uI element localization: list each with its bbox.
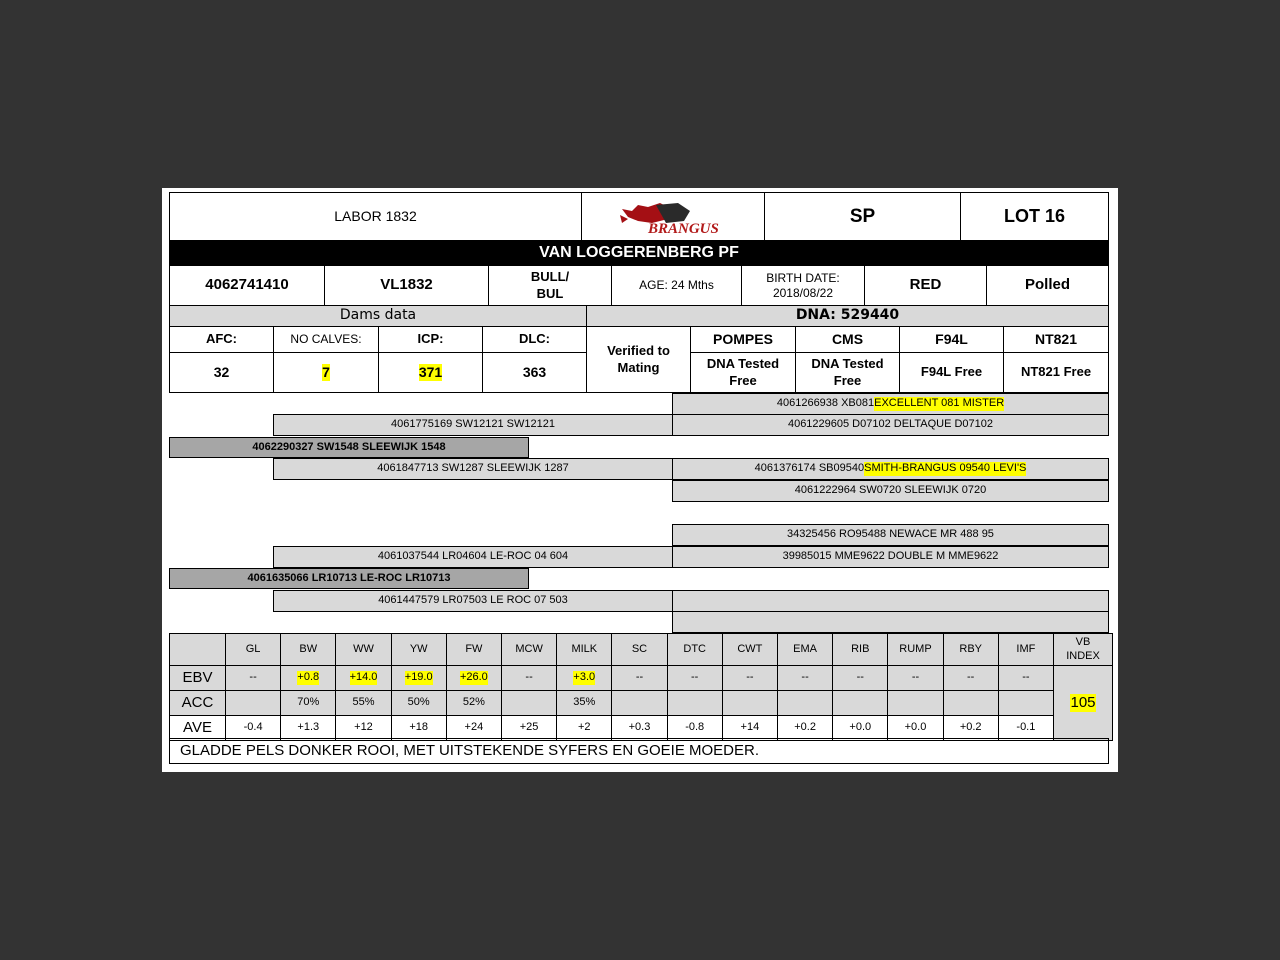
ebv-cell [887,690,943,716]
ebv-value: 70% [297,696,320,709]
pedigree-sire: 4062290327 SW1548 SLEEWIJK 1548 [169,437,529,458]
ebv-cell [280,665,336,691]
ebv-row-label-ebv: EBV [169,665,226,691]
ebv-value: +0.0 [904,721,927,734]
ebv-row-label-ave: AVE [169,715,226,741]
ebv-col-milk: MILK [556,633,612,666]
ebv-cell [446,665,502,691]
ebv-value: -- [746,671,754,684]
ebv-col-bw: BW [280,633,336,666]
dams-data-title: Dams data [169,305,587,327]
vb-index-value [1053,665,1113,741]
ebv-cell [667,690,723,716]
ebv-cell [722,690,778,716]
vb-index-label: VB INDEX [1053,633,1113,666]
ebv-col-yw: YW [391,633,447,666]
animal-type: SP [764,192,961,241]
ebv-cell [391,690,447,716]
ebv-value: -0.1 [1016,721,1036,734]
ebv-cell [391,665,447,691]
ebv-cell [667,665,723,691]
birth-date: BIRTH DATE: 2018/08/22 [741,265,865,306]
animal-name: LABOR 1832 [169,192,582,241]
ebv-value: -0.8 [685,721,705,734]
ebv-col-gl: GL [225,633,281,666]
ebv-cell [943,690,999,716]
ebv-value: +2 [578,721,591,734]
dlc-label: DLC: [482,326,587,353]
ebv-value: 52% [462,696,485,709]
ebv-value: -- [691,671,699,684]
ebv-cell [225,690,281,716]
ebv-cell [998,690,1054,716]
test-f94l-value: F94L Free [899,352,1004,393]
ebv-cell [832,665,888,691]
ebv-cell [611,665,667,691]
ebv-value: +0.8 [297,671,320,684]
icp-value: 371 [378,352,483,393]
lot-number: LOT 16 [960,192,1109,241]
ebv-cell [225,665,281,691]
pedigree-dam: 4061635066 LR10713 LE-ROC LR10713 [169,568,529,589]
ebv-value: +19.0 [404,671,433,684]
pedigree-dam-dam: 4061447579 LR07503 LE ROC 07 503 [273,590,673,612]
ebv-cell [998,665,1054,691]
horn-status: Polled [986,265,1109,306]
dlc-value: 363 [482,352,587,393]
pedigree-dam-sire: 4061037544 LR04604 LE-ROC 04 604 [273,546,673,568]
ebv-value: +14 [740,721,760,734]
verified-to-mating: Verified to Mating [586,326,691,393]
ebv-row-label-acc: ACC [169,690,226,716]
test-nt821-value: NT821 Free [1003,352,1109,393]
ebv-value: -0.4 [243,721,263,734]
test-cms-label: CMS [795,326,900,353]
brangus-bull-logo-icon [608,195,738,239]
ebv-cell [556,665,612,691]
dna-number: DNA: 529440 [586,305,1109,327]
ebv-cell [777,690,833,716]
ebv-cell [335,690,391,716]
pedigree-sire-sire: 4061775169 SW12121 SW12121 [273,414,673,436]
test-pompes-label: POMPES [690,326,796,353]
pedigree-sd-sire: 4061376174 SB09540 SMITH-BRANGUS 09540 LEVI'S [672,458,1109,480]
ebv-cell [280,690,336,716]
ebv-cell [777,665,833,691]
ebv-col-rump: RUMP [887,633,943,666]
ebv-col-rib: RIB [832,633,888,666]
ebv-col-ema: EMA [777,633,833,666]
ebv-value: +0.0 [849,721,872,734]
afc-value: 32 [169,352,274,393]
ebv-col-mcw: MCW [501,633,557,666]
ebv-value: -- [967,671,975,684]
ebv-value: -- [856,671,864,684]
icp-label: ICP: [378,326,483,353]
ebv-cell [611,690,667,716]
ebv-value: +25 [519,721,539,734]
svg-text:BRANGUS: BRANGUS [648,220,719,237]
ebv-cell [832,690,888,716]
ebv-col-rby: RBY [943,633,999,666]
tag-number: VL1832 [324,265,489,306]
pedigree-dd-sire [672,590,1109,612]
pedigree-ss-dam: 4061229605 D07102 DELTAQUE D07102 [672,414,1109,436]
ebv-header-corner [169,633,226,666]
ebv-value: -- [1022,671,1030,684]
ebv-value: 35% [573,696,596,709]
catalog-sheet [162,188,1118,772]
pedigree-sd-dam: 4061222964 SW0720 SLEEWIJK 0720 [672,480,1109,502]
ebv-col-ww: WW [335,633,391,666]
test-cms-value: DNA Tested Free [795,352,900,393]
pedigree-ds-sire: 34325456 RO95488 NEWACE MR 488 95 [672,524,1109,546]
registration-number: 4062741410 [169,265,325,306]
ebv-value: -- [525,671,533,684]
ebv-cell [943,665,999,691]
ebv-cell [446,690,502,716]
comment-text: GLADDE PELS DONKER ROOI, MET UITSTEKENDE SYFERS EN GOEIE MOEDER. [169,738,1109,764]
ebv-cell [501,690,557,716]
test-f94l-label: F94L [899,326,1004,353]
brangus-logo [581,192,765,241]
ebv-value: +0.2 [959,721,982,734]
ebv-cell [556,690,612,716]
test-pompes-value: DNA Tested Free [690,352,796,393]
pedigree-ss-sire: 4061266938 XB081 EXCELLENT 081 MISTER [672,393,1109,415]
ebv-value: +3.0 [573,671,596,684]
vb-index-number: 105 [1070,693,1096,711]
ebv-value: +0.3 [628,721,651,734]
ebv-value: +18 [409,721,429,734]
ebv-col-cwt: CWT [722,633,778,666]
ebv-cell [887,665,943,691]
ebv-value: -- [249,671,257,684]
ebv-value: 50% [407,696,430,709]
pedigree-ds-dam: 39985015 MME9622 DOUBLE M MME9622 [672,546,1109,568]
ebv-value: +24 [464,721,484,734]
pedigree-dd-dam [672,611,1109,633]
sex: BULL/ BUL [488,265,612,306]
ebv-value: +1.3 [297,721,320,734]
ebv-value: +26.0 [459,671,488,684]
ebv-value: +0.2 [794,721,816,734]
ebv-value: -- [635,671,644,684]
color: RED [864,265,987,306]
ebv-value: 55% [352,696,375,709]
ebv-value: -- [801,671,809,684]
ebv-value: -- [911,671,920,684]
ebv-cell [335,665,391,691]
ebv-cell [722,665,778,691]
age: AGE: 24 Mths [611,265,742,306]
ebv-value: +12 [354,721,373,734]
ebv-cell [501,665,557,691]
pedigree-sire-dam: 4061847713 SW1287 SLEEWIJK 1287 [273,458,673,480]
ebv-value: +14.0 [349,671,378,684]
afc-label: AFC: [169,326,274,353]
calves-label: NO CALVES: [273,326,379,353]
breeder-name: VAN LOGGERENBERG PF [169,241,1109,265]
ebv-col-sc: SC [611,633,667,666]
ebv-col-imf: IMF [998,633,1054,666]
calves-value: 7 [273,352,379,393]
test-nt821-label: NT821 [1003,326,1109,353]
ebv-col-fw: FW [446,633,502,666]
ebv-col-dtc: DTC [667,633,723,666]
